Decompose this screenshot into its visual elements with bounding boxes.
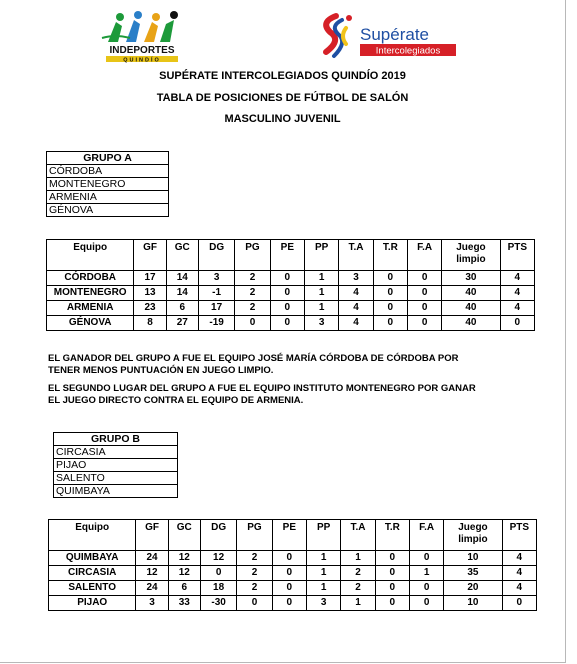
stat-cell: 2 <box>341 566 375 581</box>
column-header: F.A <box>409 520 443 551</box>
stat-cell: 0 <box>373 316 407 331</box>
team-name-cell: QUIMBAYA <box>49 551 136 566</box>
standings-header-row <box>49 520 537 551</box>
stat-cell: 17 <box>198 301 234 316</box>
stat-cell: 27 <box>166 316 198 331</box>
stat-cell: 0 <box>373 286 407 301</box>
stat-cell: 1 <box>409 566 443 581</box>
column-header: PE <box>272 520 306 551</box>
column-header: DG <box>198 240 234 271</box>
stat-cell: 0 <box>272 551 306 566</box>
superate-emblem-icon <box>326 15 352 56</box>
group-a-team: CÓRDOBA <box>47 165 169 178</box>
stat-cell: 1 <box>307 566 341 581</box>
stat-cell: 1 <box>341 596 375 611</box>
table-row <box>47 301 535 316</box>
stat-cell: 10 <box>444 596 502 611</box>
column-header: PTS <box>502 520 536 551</box>
table-row <box>49 596 537 611</box>
indeportes-logo <box>96 8 188 64</box>
stat-cell: 0 <box>409 581 443 596</box>
stat-cell: 20 <box>444 581 502 596</box>
stat-cell: 3 <box>305 316 339 331</box>
stat-cell: 14 <box>166 286 198 301</box>
table-row <box>47 286 535 301</box>
column-header: T.R <box>375 520 409 551</box>
table-row <box>47 271 535 286</box>
column-header: Equipo <box>49 520 136 551</box>
column-header: Equipo <box>47 240 134 271</box>
column-header: PP <box>305 240 339 271</box>
stat-cell: 0 <box>270 316 304 331</box>
team-name-cell: PIJAO <box>49 596 136 611</box>
stat-cell: 12 <box>168 566 200 581</box>
group-a-title: GRUPO A <box>47 152 169 165</box>
group-a-standings-table <box>46 239 535 331</box>
column-header: PG <box>237 520 272 551</box>
stat-cell: 2 <box>237 581 272 596</box>
stat-cell: 40 <box>442 316 500 331</box>
table-row <box>49 551 537 566</box>
stat-cell: 0 <box>407 316 441 331</box>
column-header: DG <box>200 520 236 551</box>
group-b-title: GRUPO B <box>54 433 178 446</box>
superate-logo-subtitle: Intercolegiados <box>375 45 441 57</box>
stat-cell: 24 <box>136 581 168 596</box>
column-header: Juego limpio <box>442 240 500 271</box>
column-header: T.A <box>339 240 373 271</box>
column-header: GF <box>134 240 166 271</box>
stat-cell: 4 <box>339 301 373 316</box>
stat-cell: 0 <box>407 286 441 301</box>
stat-cell: 4 <box>500 301 534 316</box>
group-b-team: SALENTO <box>54 472 178 485</box>
stat-cell: 1 <box>305 301 339 316</box>
stat-cell: 10 <box>444 551 502 566</box>
stat-cell: 0 <box>409 551 443 566</box>
group-a-teams-table <box>46 151 169 217</box>
column-header: T.A <box>341 520 375 551</box>
stat-cell: 4 <box>339 286 373 301</box>
stat-cell: 17 <box>134 271 166 286</box>
stat-cell: 33 <box>168 596 200 611</box>
stat-cell: 0 <box>272 596 306 611</box>
stat-cell: -30 <box>200 596 236 611</box>
column-header: GF <box>136 520 168 551</box>
standings-header-row <box>47 240 535 271</box>
table-row <box>49 581 537 596</box>
note-group-a-runner-up: EL SEGUNDO LUGAR DEL GRUPO A FUE EL EQUIPO INSTITUTO MONTENEGRO POR GANAR EL JUEGO DIRECTO CONTRA EL EQUIPO DE ARMENIA. <box>48 383 476 406</box>
stat-cell: 2 <box>235 301 270 316</box>
stat-cell: 4 <box>502 581 536 596</box>
stat-cell: 0 <box>502 596 536 611</box>
group-a-team: ARMENIA <box>47 191 169 204</box>
stat-cell: 3 <box>339 271 373 286</box>
stat-cell: 12 <box>168 551 200 566</box>
column-header: PP <box>307 520 341 551</box>
stat-cell: 6 <box>166 301 198 316</box>
stat-cell: 0 <box>407 271 441 286</box>
superate-logo <box>316 10 466 62</box>
column-header: PE <box>270 240 304 271</box>
stat-cell: 1 <box>341 551 375 566</box>
team-name-cell: GÉNOVA <box>47 316 134 331</box>
note-group-a-winner: EL GANADOR DEL GRUPO A FUE EL EQUIPO JOSÉ MARÍA CÓRDOBA DE CÓRDOBA POR TENER MENOS PUNTUACIÓN EN JUEGO LIMPIO. <box>48 353 459 376</box>
indeportes-logo-text: INDEPORTES <box>109 45 175 56</box>
stat-cell: 0 <box>272 566 306 581</box>
team-name-cell: ARMENIA <box>47 301 134 316</box>
stat-cell: 4 <box>502 551 536 566</box>
group-b-team: QUIMBAYA <box>54 485 178 498</box>
stat-cell: 40 <box>442 301 500 316</box>
group-b-team: PIJAO <box>54 459 178 472</box>
stat-cell: -19 <box>198 316 234 331</box>
stat-cell: 0 <box>375 596 409 611</box>
stat-cell: 14 <box>166 271 198 286</box>
stat-cell: 0 <box>270 271 304 286</box>
column-header: PG <box>235 240 270 271</box>
stat-cell: 12 <box>136 566 168 581</box>
stat-cell: 0 <box>235 316 270 331</box>
stat-cell: 0 <box>407 301 441 316</box>
stat-cell: 30 <box>442 271 500 286</box>
title-line-2: TABLA DE POSICIONES DE FÚTBOL DE SALÓN <box>156 92 409 104</box>
stat-cell: 1 <box>305 286 339 301</box>
stat-cell: 18 <box>200 581 236 596</box>
stat-cell: 4 <box>502 566 536 581</box>
stat-cell: 24 <box>136 551 168 566</box>
column-header: PTS <box>500 240 534 271</box>
stat-cell: 12 <box>200 551 236 566</box>
stat-cell: 0 <box>272 581 306 596</box>
stat-cell: 2 <box>235 271 270 286</box>
team-name-cell: SALENTO <box>49 581 136 596</box>
stat-cell: 2 <box>341 581 375 596</box>
group-a-team: GÉNOVA <box>47 204 169 217</box>
team-name-cell: MONTENEGRO <box>47 286 134 301</box>
stat-cell: 6 <box>168 581 200 596</box>
stat-cell: 0 <box>373 271 407 286</box>
stat-cell: 2 <box>235 286 270 301</box>
table-row <box>49 566 537 581</box>
title-line-3: MASCULINO JUVENIL <box>224 113 341 125</box>
athletes-silhouette-icon <box>102 11 178 42</box>
title-line-1: SUPÉRATE INTERCOLEGIADOS QUINDÍO 2019 <box>159 70 406 82</box>
stat-cell: 3 <box>136 596 168 611</box>
stat-cell: 23 <box>134 301 166 316</box>
stat-cell: 40 <box>442 286 500 301</box>
column-header: Juego limpio <box>444 520 502 551</box>
team-name-cell: CÓRDOBA <box>47 271 134 286</box>
stat-cell: 2 <box>237 551 272 566</box>
stat-cell: 4 <box>500 286 534 301</box>
stat-cell: 3 <box>307 596 341 611</box>
stat-cell: 0 <box>375 581 409 596</box>
stat-cell: -1 <box>198 286 234 301</box>
stat-cell: 0 <box>373 301 407 316</box>
column-header: GC <box>168 520 200 551</box>
stat-cell: 1 <box>305 271 339 286</box>
group-b-teams-table <box>53 432 178 498</box>
table-row <box>47 316 535 331</box>
stat-cell: 0 <box>237 596 272 611</box>
group-b-team: CIRCASIA <box>54 446 178 459</box>
column-header: F.A <box>407 240 441 271</box>
stat-cell: 4 <box>500 271 534 286</box>
stat-cell: 13 <box>134 286 166 301</box>
stat-cell: 3 <box>198 271 234 286</box>
stat-cell: 0 <box>500 316 534 331</box>
indeportes-logo-subtext: QUINDÍO <box>123 57 161 64</box>
column-header: GC <box>166 240 198 271</box>
stat-cell: 0 <box>200 566 236 581</box>
group-b-standings-table <box>48 519 537 611</box>
group-a-team: MONTENEGRO <box>47 178 169 191</box>
stat-cell: 0 <box>375 551 409 566</box>
stat-cell: 1 <box>307 551 341 566</box>
stat-cell: 1 <box>307 581 341 596</box>
stat-cell: 2 <box>237 566 272 581</box>
stat-cell: 0 <box>409 596 443 611</box>
stat-cell: 4 <box>339 316 373 331</box>
stat-cell: 35 <box>444 566 502 581</box>
stat-cell: 8 <box>134 316 166 331</box>
stat-cell: 0 <box>375 566 409 581</box>
superate-logo-title: Supérate <box>360 25 429 44</box>
stat-cell: 0 <box>270 286 304 301</box>
column-header: T.R <box>373 240 407 271</box>
stat-cell: 0 <box>270 301 304 316</box>
team-name-cell: CIRCASIA <box>49 566 136 581</box>
